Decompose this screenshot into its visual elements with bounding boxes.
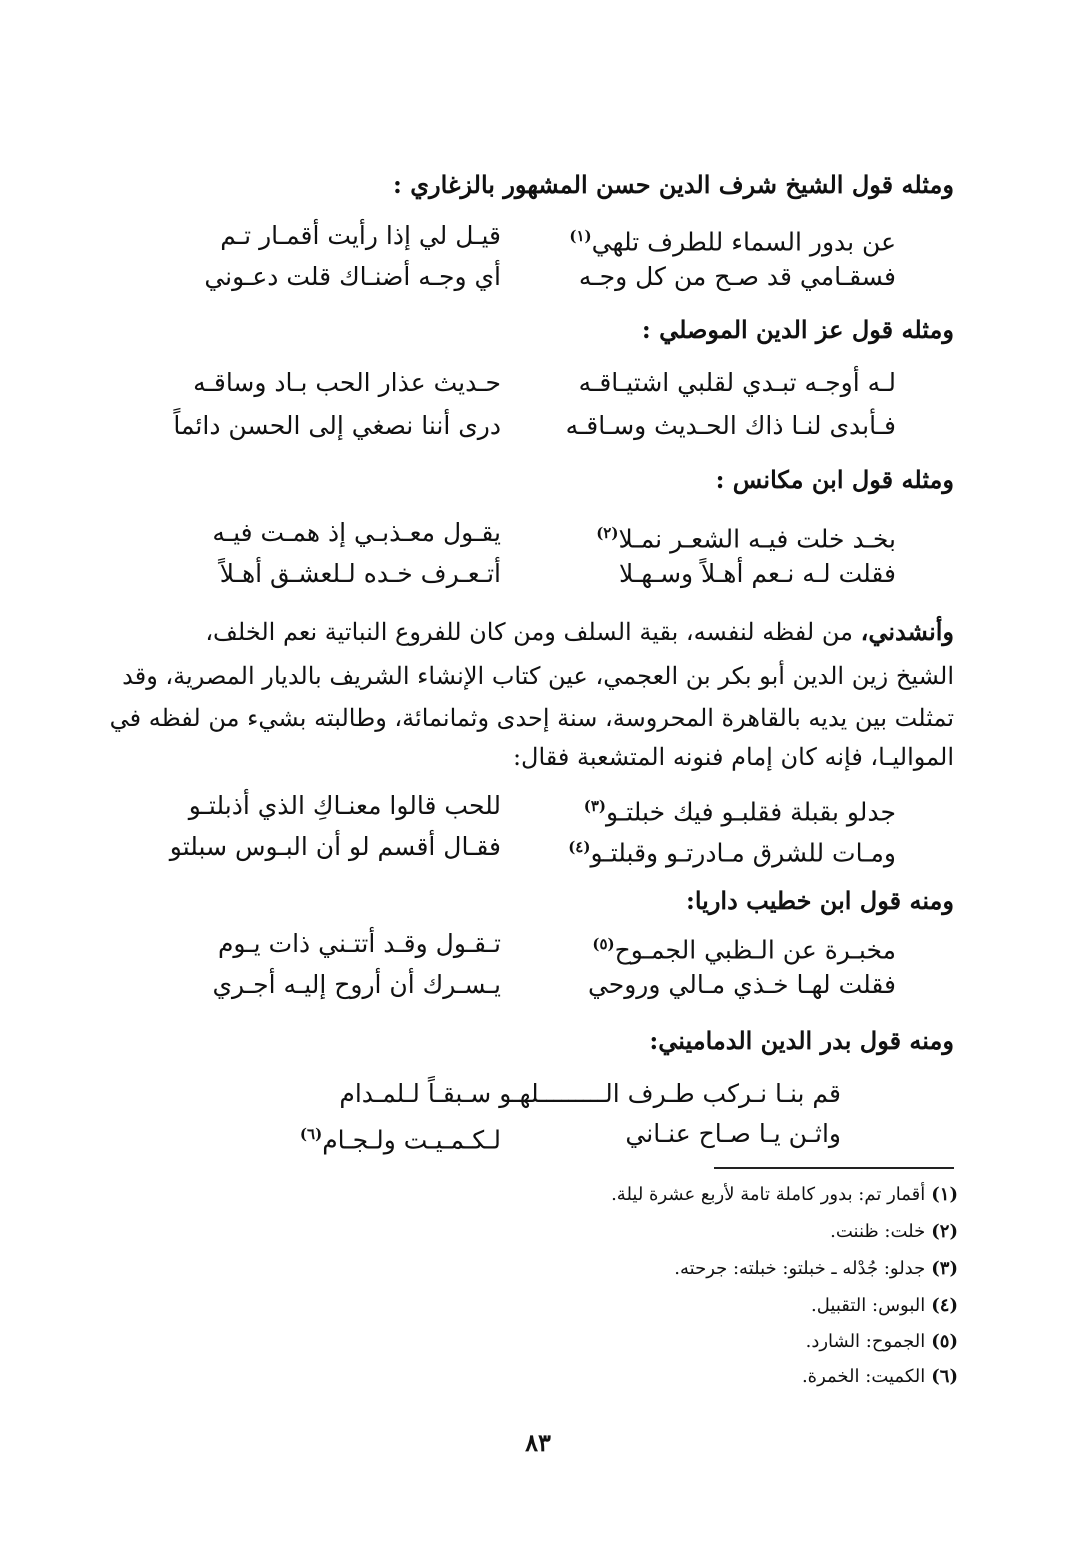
verse-8-first-hemistich: يـسـرك أن أروح إليـه أجـري — [212, 970, 501, 999]
verse-4-first-hemistich: درى أننا نصغي إلى الحسن دائماً — [173, 411, 501, 440]
footnote-number: (٢) — [931, 1221, 958, 1242]
footnote-number: (٤) — [931, 1295, 958, 1316]
verse-5-second-hemistich — [576, 516, 896, 556]
footnote-1 — [118, 1182, 958, 1208]
verse-text: جدلو بقبلة فقلبـو فيك خبلتـو — [605, 797, 896, 827]
poem-intro-ibn-khatib-daraya: ومنه قول ابن خطيب داريا: — [685, 886, 954, 915]
footnote-number: (٣) — [931, 1258, 958, 1279]
verse-5-first-hemistich: يقـول معـذبـي إذ همـت فيـه — [212, 518, 501, 547]
mawaliya-1-second — [576, 789, 896, 829]
footnote-2 — [118, 1219, 958, 1245]
mawaliya-2-first: فقـال أقسم لو أن البـوس سبلتو — [169, 832, 501, 861]
poem-intro-ibn-makanis: ومثله قول ابن مكانس : — [715, 465, 954, 494]
verse-2-first-hemistich: أي وجـه أضنـاك قلت دعـوني — [204, 262, 501, 291]
footnote-text: الكميت: الخمرة. — [801, 1366, 926, 1387]
footnote-text: خلت: ظننت. — [830, 1221, 926, 1242]
poem-intro-damamini: ومنه قول بدر الدين الدماميني: — [649, 1026, 954, 1055]
footnote-marker: (٥) — [592, 935, 615, 953]
footnote-text: البوس: التقبيل. — [811, 1295, 926, 1316]
footnote-text: أقمار تم: بدور كاملة تامة لأربع عشرة ليلة. — [611, 1184, 926, 1205]
verse-6-first-hemistich: أتـعـرف خـده لـلعشـق أهـلاً — [219, 559, 501, 588]
footnote-divider — [714, 1167, 954, 1169]
verse-10-second-hemistich — [241, 1117, 501, 1157]
footnote-marker: (٣) — [583, 797, 606, 815]
verse-4-second-hemistich: فـأبدى لنـا ذاك الحـديث وسـاقـه — [565, 411, 896, 440]
prose-line-1 — [118, 612, 954, 652]
verse-7-second-hemistich — [576, 927, 896, 967]
verse-6-second-hemistich: فقلت لـه نـعم أهـلاً وسـهـلا — [618, 559, 896, 588]
verse-text: بخـد خلت فيـه الشعـر نمـلا — [618, 524, 896, 554]
verse-8-second-hemistich: فقلت لهـا خـذي مـالي وروحي — [587, 970, 896, 999]
mawaliya-1-first: للحب قالوا معنـاكِ الذي أذبلتـو — [188, 791, 501, 820]
footnote-number: (٥) — [931, 1331, 958, 1352]
verse-10-first-hemistich: واثـن يـا صـاح عنـاني — [625, 1119, 841, 1148]
footnote-4 — [118, 1293, 958, 1319]
footnote-5 — [118, 1329, 958, 1355]
poem-intro-zaghari: ومثله قول الشيخ شرف الدين حسن المشهور بالزغاري : — [392, 170, 954, 199]
footnote-text: جدلو: جُدْله ـ خبلتو: خبلته: جرحته. — [674, 1258, 926, 1279]
verse-3-first-hemistich: حـديث عذار الحب بـاد وساقـه — [193, 368, 501, 397]
prose-line-3: تمثلت بين يديه بالقاهرة المحروسة، سنة إحدى وثمانمائة، وطالبته بشيء من لفظه في — [109, 704, 954, 732]
footnote-number: (١) — [931, 1184, 958, 1205]
footnote-marker: (٢) — [596, 524, 619, 542]
verse-text: مخبـرة عن الـظبي الجمـوح — [614, 935, 896, 965]
page-number: ٨٣ — [525, 1428, 551, 1457]
verse-1-second-hemistich — [569, 219, 896, 259]
prose-line-1-text: من لفظه لنفسه، بقية السلف ومن كان للفروع النباتية نعم الخلف، — [205, 618, 861, 646]
verse-2-second-hemistich: فسقـامي قد صـح من كل وجـه — [578, 262, 896, 291]
mawaliya-2-second — [568, 830, 896, 870]
footnote-marker: (٤) — [568, 838, 591, 856]
verse-3-second-hemistich: لـه أوجـه تبـدي لقلبي اشتيـاقـه — [578, 368, 896, 397]
footnote-3 — [118, 1256, 958, 1282]
prose-lead-word: وأنشدني، — [860, 617, 954, 646]
footnote-text: الجموح: الشارد. — [805, 1331, 926, 1352]
verse-7-first-hemistich: تـقـول وقـد أتتـني ذات يـوم — [217, 929, 501, 958]
footnote-number: (٦) — [931, 1366, 958, 1387]
poem-intro-mosuli: ومثله قول عز الدين الموصلي : — [641, 315, 954, 344]
footnote-6 — [118, 1364, 958, 1390]
verse-text: لـكـمـيـت ولـجـام — [322, 1125, 501, 1155]
verse-1-first-hemistich: قيـل لي إذا رأيت أقمـار تـم — [220, 221, 501, 250]
footnote-marker: (١) — [569, 227, 592, 245]
verse-9-full: قم بنـا نـركب طـرف الـــــــــلهـو سـبقـاً لـلمـدام — [339, 1079, 841, 1108]
footnote-marker: (٦) — [299, 1125, 323, 1143]
verse-text: عن بدور السماء للطرف تلهي — [591, 227, 896, 257]
prose-line-4: المواليـا، فإنه كان إمام فنونه المتشعبة فقال: — [512, 743, 954, 771]
prose-line-2: الشيخ زين الدين أبو بكر بن العجمي، عين كتاب الإنشاء الشريف بالديار المصرية، وقد — [122, 662, 954, 690]
verse-text: ومـات للشرق مـادرتـو وقبلتـو — [590, 838, 896, 868]
